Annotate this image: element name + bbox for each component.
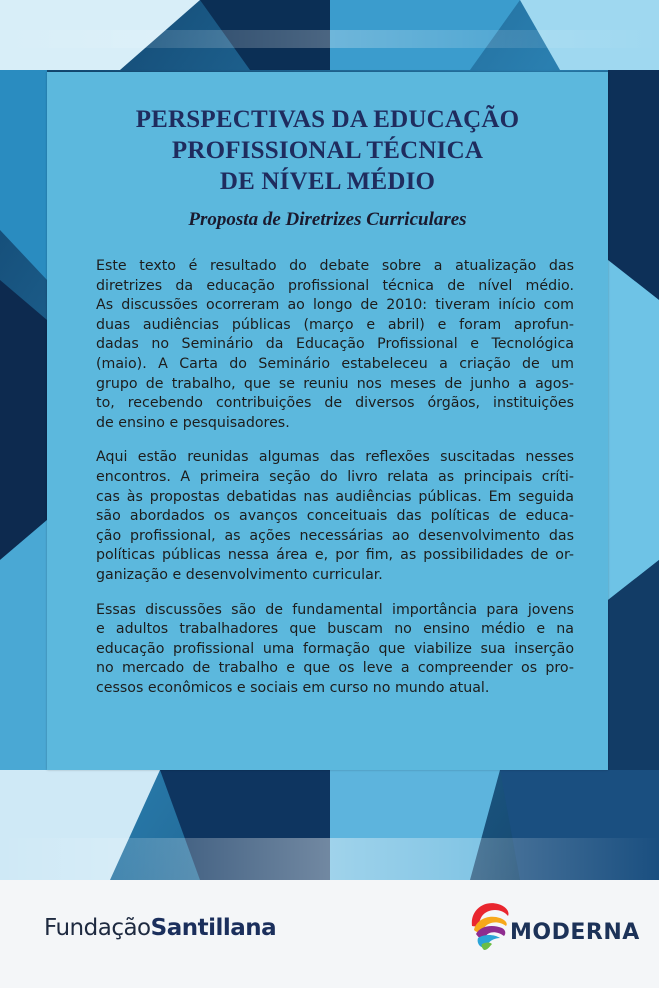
text-line: grupo de trabalho, que se reuniu nos meses de junho a agos-: [96, 375, 574, 392]
text-line: cas às propostas debatidas nas audiências públicas. Em seguida: [96, 488, 574, 505]
logo-text-regular: Fundação: [44, 915, 151, 941]
text-line: no mercado de trabalho e que os leve a compreender os pro-: [96, 660, 574, 677]
text-line: dadas no Seminário da Educação Profissional e Tecnológica: [96, 336, 574, 353]
text-line: Aqui estão reunidas algumas das reflexões suscitadas nesses: [96, 449, 574, 466]
blurb-paragraph: [96, 601, 574, 699]
logo-text-bold: Santillana: [150, 915, 277, 941]
fundacao-santillana-logo: [44, 915, 276, 941]
moderna-swirl-icon: [466, 896, 512, 952]
text-line: diretrizes da educação profissional técnica de nível médio.: [96, 277, 574, 294]
text-line: to, recebendo contribuições de diversos órgãos, instituições: [96, 395, 574, 412]
text-line: (maio). A Carta do Seminário estabeleceu a criação de um: [96, 355, 574, 372]
text-line: ganização e desenvolvimento curricular.: [96, 566, 383, 583]
text-line: de ensino e pesquisadores.: [96, 414, 290, 431]
text-line: encontros. A primeira seção do livro relata as principais críti-: [96, 468, 574, 485]
text-line: educação profissional uma formação que viabilize sua inserção: [96, 640, 574, 657]
title-line: PROFISSIONAL TÉCNICA: [171, 137, 484, 164]
book-subtitle: Proposta de Diretrizes Curriculares: [188, 209, 467, 230]
text-line: são abordados os avanços conceituais das políticas de educa-: [96, 508, 574, 525]
text-line: As discussões ocorreram ao longo de 2010: tiveram início com: [96, 297, 574, 314]
moderna-wordmark: MODERNA: [510, 920, 640, 945]
text-line: Este texto é resultado do debate sobre a atualização das: [96, 258, 574, 274]
title-line: PERSPECTIVAS DA EDUCAÇÃO: [135, 106, 520, 133]
title-line: DE NÍVEL MÉDIO: [219, 168, 436, 195]
blurb-paragraph: [96, 448, 574, 585]
text-line: cessos econômicos e sociais em curso no mundo atual.: [96, 679, 490, 696]
text-panel: [47, 72, 608, 770]
blurb-paragraph: [96, 257, 574, 433]
blurb-text: [96, 257, 574, 713]
text-line: Essas discussões são de fundamental importância para jovens: [96, 601, 574, 618]
moderna-logo: [466, 896, 640, 956]
text-line: ção profissional, as ações necessárias ao desenvolvimento das: [96, 527, 574, 544]
text-line: duas audiências públicas (março e abril) e foram aprofun-: [96, 316, 574, 333]
text-line: e adultos trabalhadores que buscam no ensino médio e na: [96, 621, 574, 638]
book-title: [47, 104, 608, 197]
text-line: políticas públicas nessa área e, por fim, as possibilidades de or-: [96, 547, 574, 564]
